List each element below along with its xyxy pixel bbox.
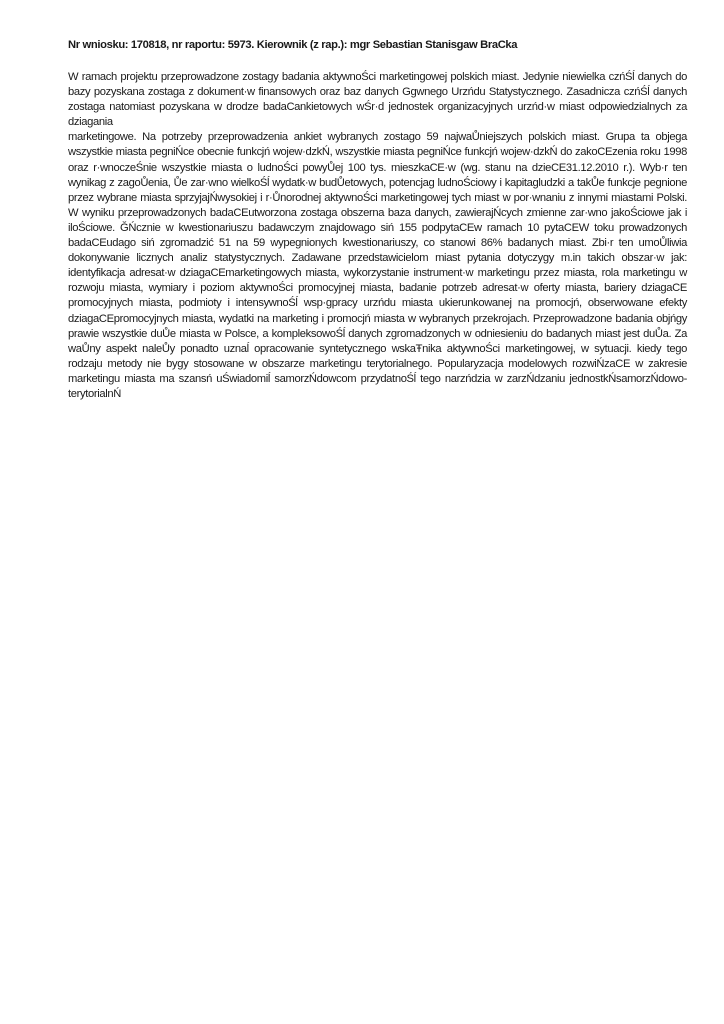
document-page	[68, 38, 687, 402]
report-header: Nr wniosku: 170818, nr raportu: 5973. Kierownik (z rap.): mgr Sebastian Stanisgaw BraCka	[68, 39, 518, 51]
body-paragraph-2: marketingowe. Na potrzeby przeprowadzenia ankiet wybranych zostago 59 najwaŮniejszych polskich miast. Grupa ta objega wszystkie miasta pegniŃce obecnie funkcjń wojew·dzkŃ, wszystkie miasta pegniŃce funkcjń wojew·dzkŃ do zakoCEzenia roku 1998 oraz r·wnoczeŚnie wszystkie miasta o ludnoŚci powyŮej 100 tys. mieszkaCE·w (wg. stanu na dzieCE31.12.2010 r.). Wyb·r ten wynikag z zagoŮenia, Ůe zar·wno wielkoŚĺ wydatk·w budŮetowych, potencjag ludnoŚciowy i kapitagludzki a takŮe funkcje pegnione przez wybrane miasta sprzyjajŃwysokiej i r·Ůnorodnej aktywnoŚci marketingowej tych miast w por·wnaniu z innymi miastami Polski. W wyniku przeprowadzonych badaCEutworzona zostaga obszerna baza danych, zawierajŃcych zmienne zar·wno jakoŚciowe jak i iloŚciowe. ĞŃcznie w kwestionariuszu badawczym znajdowago siń 155 podpytaCEw ramach 10 pytaCEW toku prowadzonych badaCEudago siń zgromadzić 51 na 59 wypegnionych kwestionariuszy, co stanowi 86% badanych miast. Zbi·r ten umoŮliwia dokonywanie licznych analiz statystycznych. Zadawane przedstawicielom miast pytania dotyczygy m.in takich obszar·w jak: identyfikacja adresat·w dziagaCEmarketingowych miasta, wykorzystanie instrument·w marketingu przez miasta, rola marketingu w rozwoju miasta, wymiary i poziom aktywnoŚci promocyjnej miasta, badanie potrzeb adresat·w oferty miasta, bariery dziagaCE promocyjnych miasta, podmioty i intensywnoŚĺ wsp·gpracy urzńdu miasta ukierunkowanej na promocjń, obserwowane efekty dziagaCEpromocyjnych miasta, wydatki na marketing i promocjń miasta w wybranych przekrojach. Przeprowadzone badania objńgy prawie wszystkie duŮe miasta w Polsce, a kompleksowoŚĺ danych zgromadzonych w odniesieniu do badanych miast jest duŮa. Za waŮny aspekt naleŮy ponadto uznaĺ opracowanie syntetycznego wskaŦnika aktywnoŚci marketingowej, w sytuacji. kiedy tego rodzaju metody nie bygy stosowane w obszarze marketingu terytorialnego. Popularyzacja modelowych rozwiŃzaCE w zakresie marketingu miasta ma szansń uŚwiadomiĺ samorzŃdowcom przydatnoŚĺ tego narzńdzia w zarzŃdzaniu jednostkŃsamorzŃdowo-terytorialnŃ	[68, 131, 687, 400]
body-paragraph-1: W ramach projektu przeprowadzone zostagy badania aktywnoŚci marketingowej polskich miast. Jedynie niewielka czńŚĺ danych do bazy pozyskana zostaga z dokument·w finansowych oraz baz danych Ggwnego Urzńdu Statystycznego. Zasadnicza czńŚĺ danych zostaga natomiast pozyskana w drodze badaCankietowych wŚr·d jednostek organizacyjnych urzńd·w miast odpowiedzialnych za dziagania	[68, 71, 687, 129]
